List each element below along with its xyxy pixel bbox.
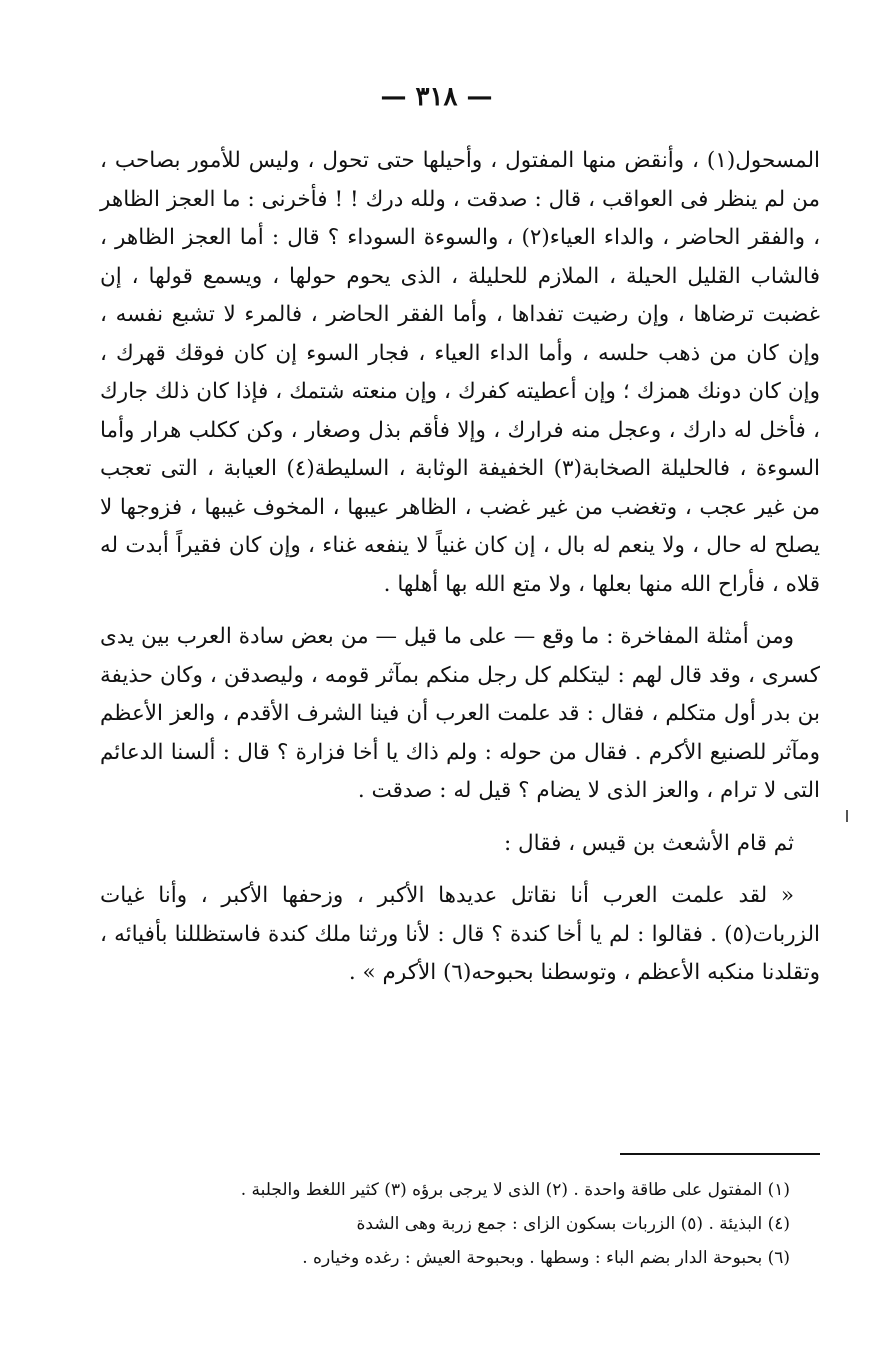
paragraph-al-ashath-intro: ثم قام الأشعث بن قيس ، فقال : (503, 830, 794, 856)
footnotes (100, 1173, 790, 1275)
margin-mark (846, 810, 848, 822)
paragraph-wisdom-dialogue: المسحول(١) ، وأنقض منها المفتول ، وأحيلها حتى تحول ، وليس للأمور بصاحب ، من لم ينظر فى العواقب ، قال : صدقت ، ولله درك ! ! فأخرنى : ما العجز الظاهر ، والفقر الحاضر ، والداء العياء(٢) ، والسوءة السوداء ؟ قال : أما العجز الظاهر ، فالشاب القليل الحيلة ، الملازم للحليلة ، الذى يحوم حولها ، ويسمع قولها ، إن غضبت ترضاها ، وإن رضيت تفداها ، وأما الفقر الحاضر ، فالمرء لا تشبع نفسه ، وإن كان من ذهب حلسه ، وأما الداء العياء ، فجار السوء إن كان فوقك قهرك ، وإن كان دونك همزك ؛ وإن أعطيته كفرك ، وإن منعته شتمك ، فإذا كان ذلك جارك ، فأخل له دارك ، وعجل منه فرارك ، وإلا فأقم بذل وصغار ، وكن ككلب هرار وأما السوءة ، فالحليلة الصخابة(٣) الخفيفة الوثابة ، السليطة(٤) العيابة ، التى تعجب من غير عجب ، وتغضب من غير غضب ، الظاهر عيبها ، المخوف غيبها ، فزوجها لا يصلح له حال ، ولا ينعم له بال ، إن كان غنياً لا ينفعه غناء ، وإن كان فقيراً أبدت له قلاه ، فأراح الله منها بعلها ، ولا متع الله بها أهلها . (100, 148, 821, 597)
footnote-line: (١) المفتول على طاقة واحدة . (٢) الذى لا يرجى برؤه (٣) كثير اللغط والجلبة . (240, 1180, 790, 1200)
footnote-divider (620, 1153, 820, 1155)
footnote-line: (٤) البذيئة . (٥) الزربات بسكون الزاى : جمع زربة وهى الشدة (356, 1214, 790, 1234)
paragraph-al-ashath-speech: « لقد علمت العرب أنا نقاتل عديدها الأكبر ، وزحفها الأكبر ، وأنا غيات الزربات(٥) . فقالوا : لم يا أخا كندة ؟ قال : لأنا ورثنا ملك كندة فاستظللنا بأفيائه ، وتقلدنا منكبه الأعظم ، وتوسطنا بحبوحه(٦) الأكرم » . (100, 883, 820, 985)
main-text (100, 142, 820, 993)
footnote-line: (٦) بحبوحة الدار بضم الباء : وسطها . وبحبوحة العيش : رغده وخياره . (302, 1248, 790, 1268)
page-number: — ٣١٨ — (380, 82, 493, 112)
paragraph-boasting-example: ومن أمثلة المفاخرة : ما وقع — على ما قيل — من بعض سادة العرب بين يدى كسرى ، وقد قال لهم : ليتكلم كل رجل منكم بمآثر قومه ، وليصدقن ، وكان حذيفة بن بدر أول متكلم ، فقال : قد علمت العرب أن فينا الشرف الأقدم ، والعز الأعظم ومآثر للصنيع الأكرم . فقال من حوله : ولم ذاك يا أخا فزارة ؟ قال : ألسنا الدعائم التى لا ترام ، والعز الذى لا يضام ؟ قيل له : صدقت . (100, 624, 820, 803)
